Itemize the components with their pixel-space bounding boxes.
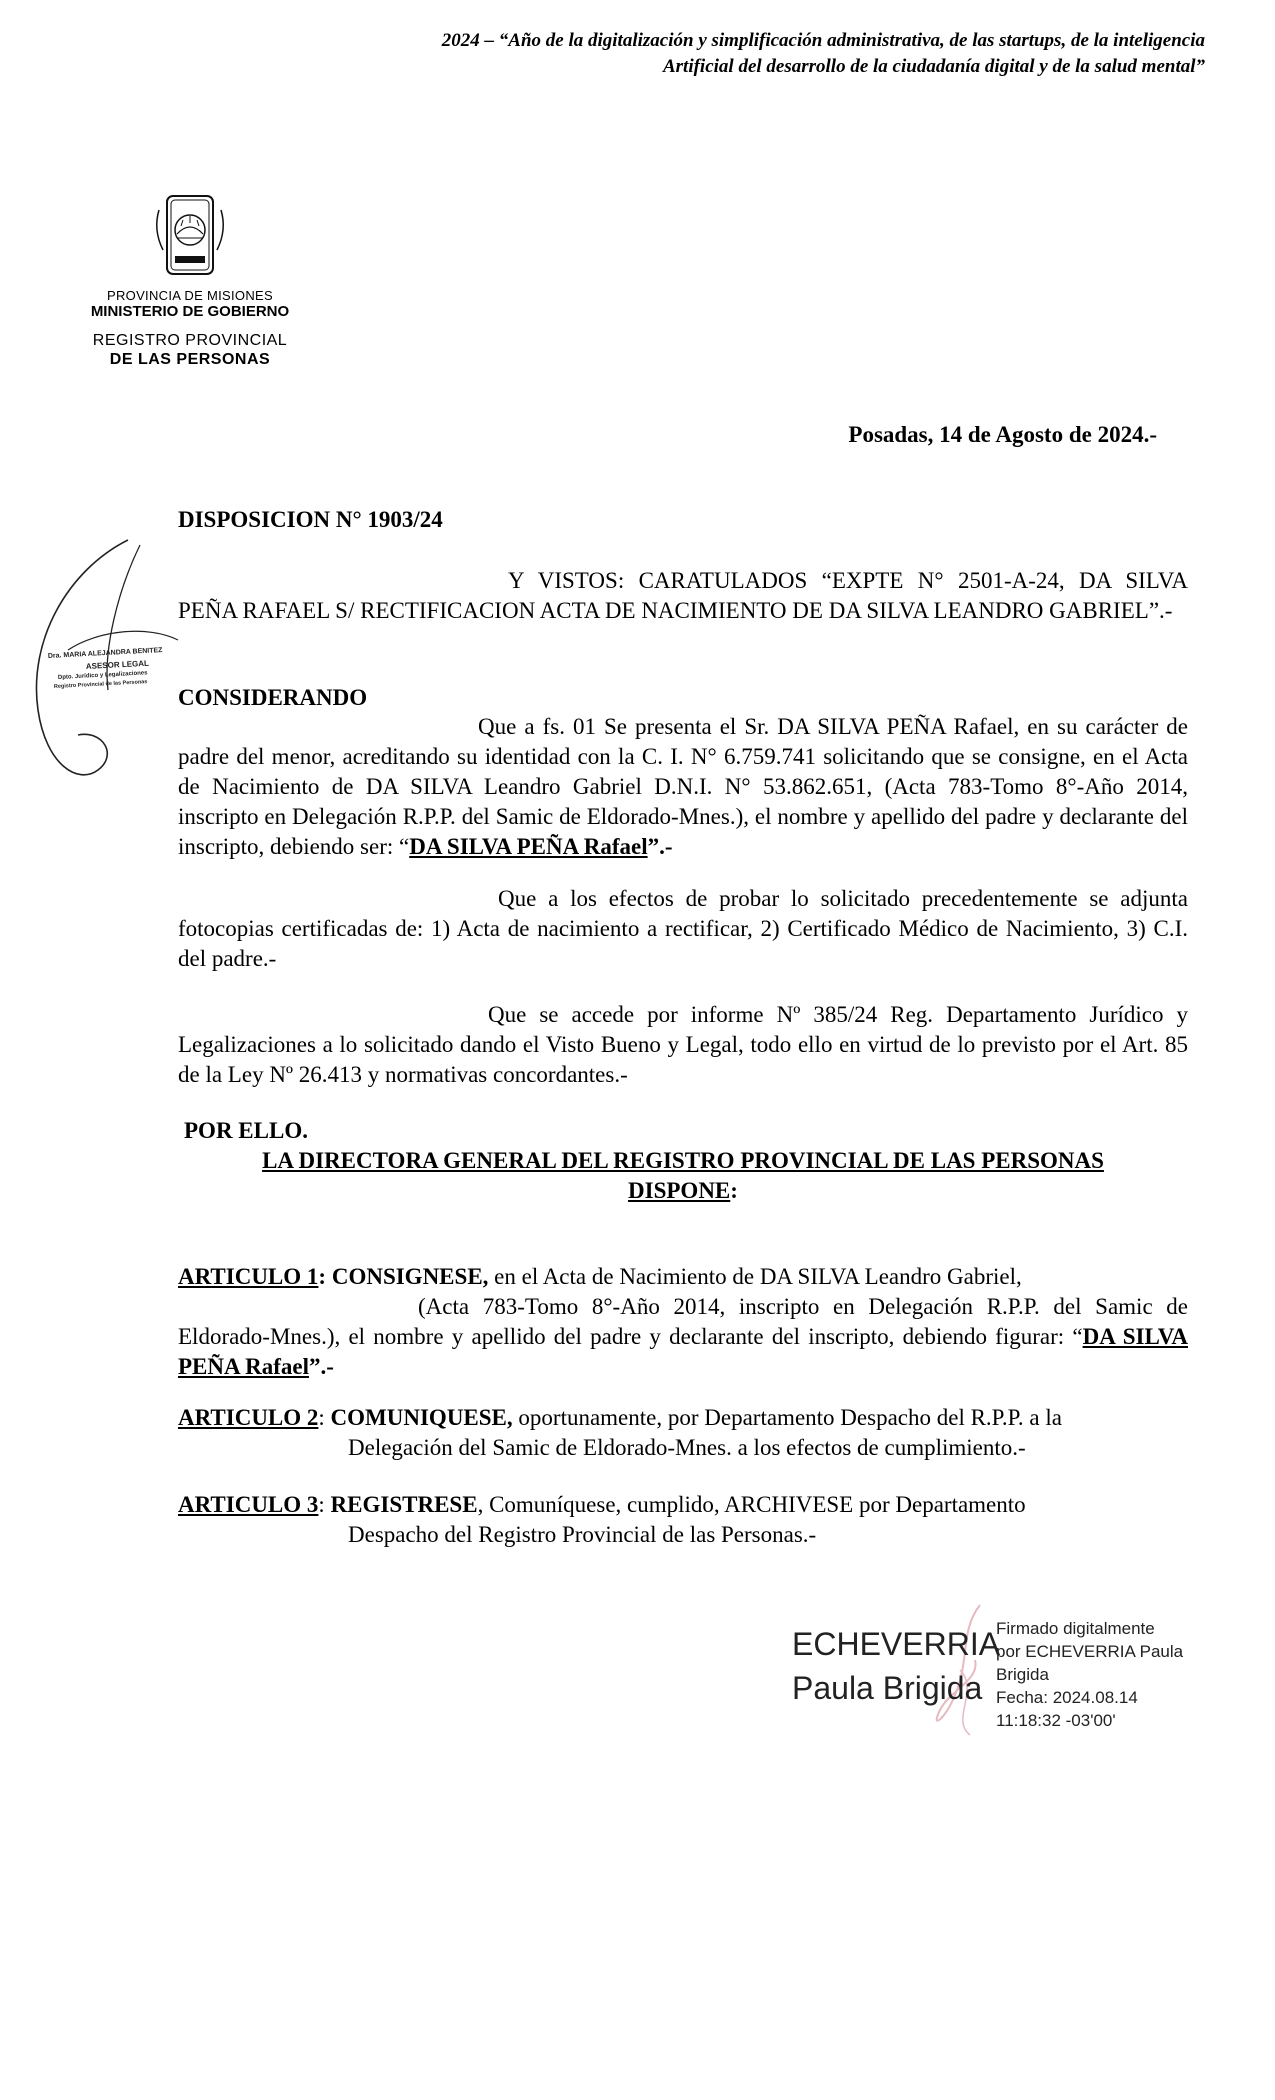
vistos-paragraph: Y VISTOS: CARATULADOS “EXPTE N° 2501-A-24, DA SILVA PEÑA RAFAEL S/ RECTIFICACION ACTA DE NACIMIENTO DE DA SILVA LEANDRO GABRIEL”.- [178,568,1188,623]
art2-text-1: oportunamente, por Departamento Despacho del R.P.P. a la [512,1405,1062,1430]
por-ello: POR ELLO. [184,1118,308,1143]
art1-verb: CONSIGNESE, [331,1264,489,1289]
considerando-title: CONSIDERANDO [178,685,368,710]
art3-colon: : [318,1492,331,1517]
considerando-paragraph-3: Que se accede por informe Nº 385/24 Reg. Departamento Jurídico y Legalizaciones a lo solicitado dando el Visto Bueno y Legal, todo ello en virtud de lo previsto por el Art. 85 de la Ley Nº 26.413 y normativas concordantes.- [178,1002,1188,1087]
art1-text-2: (Acta 783-Tomo 8°-Año 2014, inscripto en Delegación R.P.P. del Samic de Eldorado-Mnes.), el nombre y apellido del padre y declarante del inscripto, debiendo figurar: “ [178,1294,1188,1349]
signature-name-line-1: ECHEVERRIA [792,1626,1001,1662]
art3-label: ARTICULO 3 [178,1492,319,1517]
article-2 [178,1403,1188,1463]
directora-line: LA DIRECTORA GENERAL DEL REGISTRO PROVINCIAL DE LAS PERSONAS [262,1148,1104,1173]
art3-text-1: , Comuníquese, cumplido, ARCHIVESE por Departamento [477,1492,1026,1517]
document-date: Posadas, 14 de Agosto de 2024.- [848,422,1157,447]
signature-name-line-2: Paula Brigida [792,1670,983,1706]
header-motto [105,28,1205,80]
motto-line-1: 2024 – “Año de la digitalización y simplificación administrativa, de las startups, de la inteligencia [441,30,1205,51]
art1-label: ARTICULO 1 [178,1264,319,1289]
art2-label: ARTICULO 2 [178,1405,319,1430]
motto-line-2: Artificial del desarrollo de la ciudadanía digital y de la salud mental” [662,56,1205,77]
province-seal-icon [145,190,235,280]
dispone-colon: : [730,1178,738,1203]
considerando-p1-name: DA SILVA PEÑA Rafael [409,834,648,859]
art2-verb: COMUNIQUESE, [330,1405,513,1430]
article-3 [178,1490,1188,1550]
art1-end: ”.- [308,1354,334,1379]
art2-colon: : [318,1405,331,1430]
art1-name: DA SILVA PEÑA Rafael [178,1324,1188,1379]
art3-verb: REGISTRESE [330,1492,478,1517]
considerando-p1-text: Que a fs. 01 Se presenta el Sr. DA SILVA PEÑA Rafael, en su carácter de padre del menor, acreditando su identidad con la C. I. N° 6.759.741 solicitando que se consigne, en el Acta de Nacimiento de DA SILVA Leandro Gabriel D.N.I. N° 53.862.651, (Acta 783-Tomo 8°-Año 2014, inscripto en Delegación R.P.P. del Samic de Eldorado-Mnes.), el nombre y apellido del padre y declarante del inscripto, debiendo ser: “ [178,714,1188,859]
stamp-line-4: Registro Provincial de las Personas [53,679,148,690]
dispone-word: DISPONE [628,1178,731,1203]
signature-info-line: Firmado digitalmente [996,1619,1155,1638]
legal-advisor-signature-stamp [8,530,218,800]
signature-info-line: Brigida [996,1665,1049,1684]
art3-text-2: Despacho del Registro Provincial de las Personas.- [348,1522,817,1547]
art1-colon: : [318,1264,332,1289]
disposition-number: DISPOSICION N° 1903/24 [178,507,443,532]
logo-province: PROVINCIA DE MISIONES [107,288,273,303]
art1-text-1: en el Acta de Nacimiento de DA SILVA Leandro Gabriel, [488,1264,1022,1289]
institution-logo [60,190,320,369]
considerando-paragraph-1 [178,712,1188,862]
considerando-paragraph-2: Que a los efectos de probar lo solicitado precedentemente se adjunta fotocopias certificadas de: 1) Acta de nacimiento a rectificar, 2) Certificado Médico de Nacimiento, 3) C.I. del padre.- [178,886,1188,971]
stamp-line-3: Dpto. Jurídico y Legalizaciones [57,670,148,681]
article-1 [178,1262,1188,1382]
considerando-p1-end: ”.- [647,834,673,859]
directora-heading [178,1146,1188,1206]
logo-ministry: MINISTERIO DE GOBIERNO [90,303,290,320]
art2-text-2: Delegación del Samic de Eldorado-Mnes. a los efectos de cumplimiento.- [348,1435,1026,1460]
stamp-line-1: Dra. MARIA ALEJANDRA BENITEZ [47,647,163,660]
logo-registry-sub: DE LAS PERSONAS [109,351,271,368]
signature-info-line: 11:18:32 -03'00' [996,1711,1116,1730]
logo-registry: REGISTRO PROVINCIAL [92,332,288,349]
signature-info-line: Fecha: 2024.08.14 [996,1688,1138,1707]
stamp-line-2: ASESOR LEGAL [85,658,150,671]
signature-name [792,1622,1000,1710]
signature-info-line: por ECHEVERRIA Paula [996,1642,1184,1661]
signature-info [996,1617,1186,1732]
